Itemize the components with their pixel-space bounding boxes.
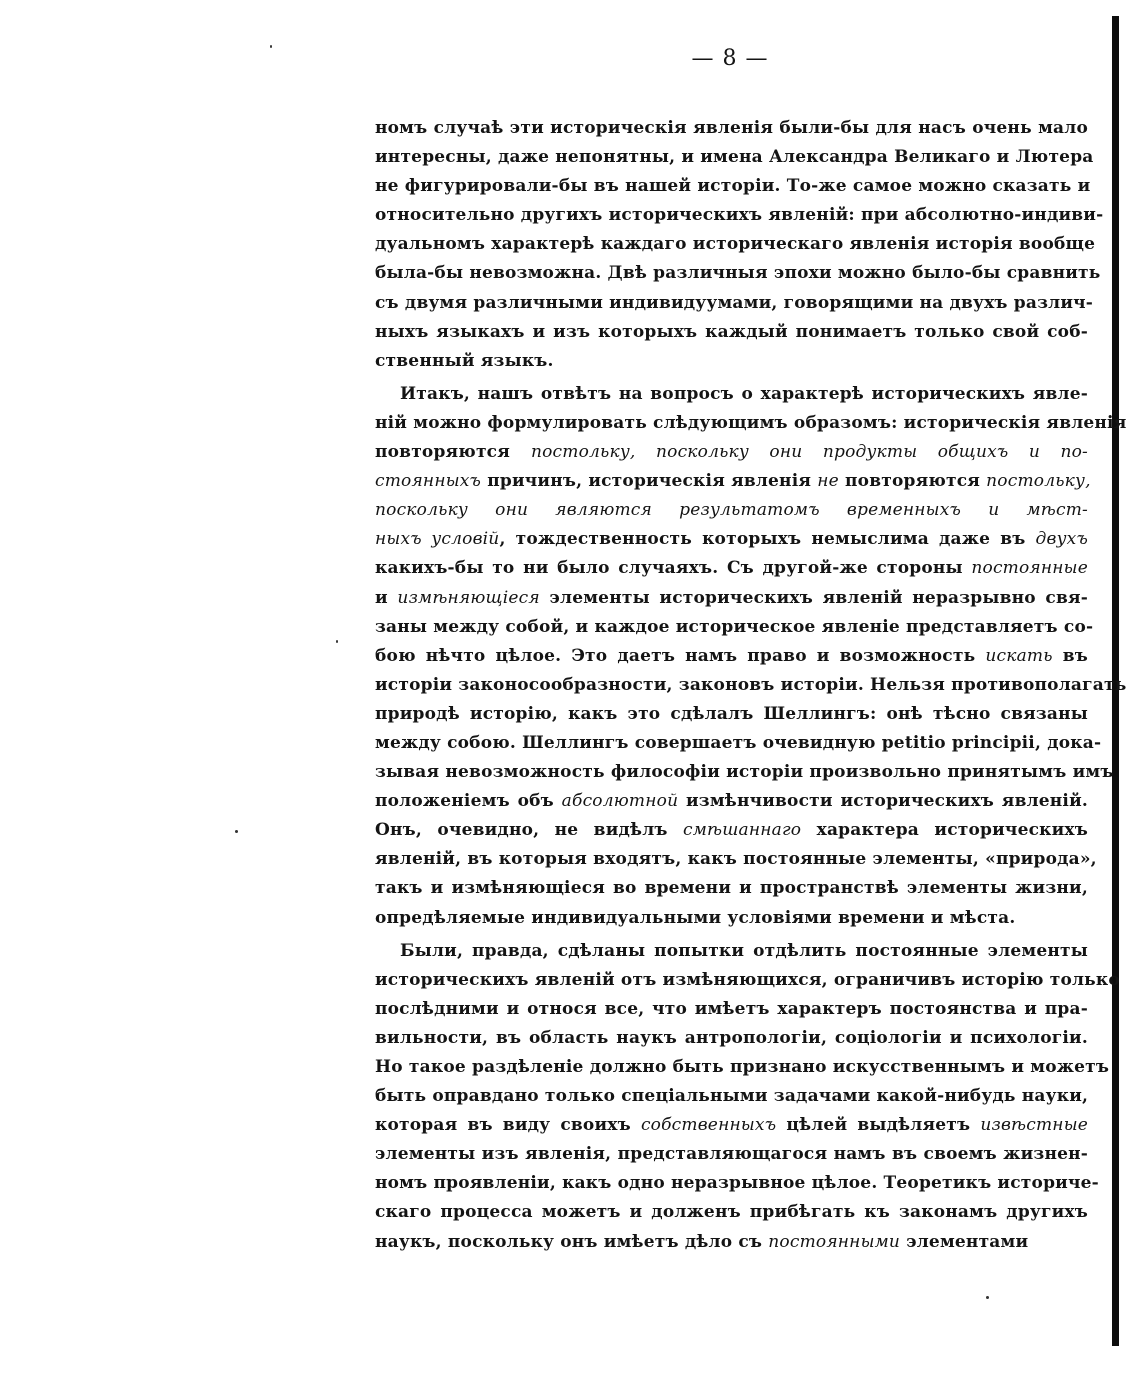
text-run: историческихъ явленій отъ измѣняющихся, ограничивъ исторію только [375, 969, 1120, 990]
text-run: заны между собой, и каждое историческое явленіе представляетъ со- [375, 616, 1094, 637]
text-line [375, 172, 1091, 201]
text-run: послѣдними и относя все, что имѣетъ характеръ постоянства и пра- [375, 998, 1088, 1019]
text-line [375, 816, 1088, 845]
text-line [375, 700, 1088, 729]
text-run: элементы изъ явленія, представляющагося намъ въ своемъ жизнен- [375, 1144, 1088, 1165]
text-line [375, 584, 1088, 613]
text-run: элементами [900, 1231, 1029, 1252]
italic-text: постольку, [986, 471, 1091, 492]
italic-text: измѣняющіеся [397, 587, 540, 608]
text-line [375, 230, 1096, 259]
text-run: ственный языкъ. [375, 350, 554, 371]
text-run: цѣлей выдѣляетъ [776, 1115, 981, 1136]
text-line [375, 1169, 1099, 1198]
italic-text: постольку, поскольку они продукты общихъ и по- [530, 442, 1089, 463]
text-line [375, 966, 1120, 995]
text-line [375, 1111, 1088, 1140]
text-run: Были, правда, сдѣланы попытки отдѣлить постоянные элементы [400, 940, 1088, 961]
page-number: — 8 — [691, 46, 769, 71]
scan-speck [986, 1296, 989, 1299]
text-run: повторяются [375, 442, 531, 463]
text-line [375, 787, 1088, 816]
text-line [375, 496, 1088, 525]
text-run: такъ и измѣняющіеся во времени и пространствѣ элементы жизни, [375, 878, 1088, 899]
text-line [375, 1140, 1088, 1169]
italic-text: ныхъ условій [375, 529, 500, 550]
text-line [375, 1024, 1088, 1053]
text-line [375, 525, 1088, 554]
text-line [375, 995, 1088, 1024]
text-run: характера историческихъ [801, 820, 1088, 841]
text-line [375, 642, 1088, 671]
italic-text: смѣшаннаго [683, 820, 802, 841]
body-text [375, 114, 1127, 1257]
text-line [375, 438, 1088, 467]
text-line [375, 1228, 1088, 1257]
text-run: исторіи законосообразности, законовъ исторіи. Нельзя противополагать [375, 674, 1127, 695]
text-line [375, 201, 1104, 230]
text-run: зывая невозможность философіи исторіи произвольно принятымъ имъ [375, 762, 1114, 783]
text-run: положеніемъ объ [375, 791, 562, 812]
text-run: Но такое раздѣленіе должно быть признано искусственнымъ и можетъ [375, 1057, 1110, 1077]
italic-text: извѣстные [980, 1115, 1089, 1136]
italic-text: стоянныхъ [375, 471, 482, 492]
italic-text: постоянные [971, 558, 1088, 579]
text-line [375, 289, 1094, 318]
text-line [375, 114, 1088, 143]
paragraph [375, 114, 1104, 376]
text-run: явленій, въ которыя входятъ, какъ постоянные элементы, «природа», [375, 849, 1097, 870]
text-run: и [375, 587, 398, 608]
text-line [375, 318, 1088, 347]
text-line [375, 874, 1088, 903]
text-run: между собою. Шеллингъ совершаетъ очевидную petitio principii, дока- [375, 732, 1102, 753]
text-line [375, 347, 1088, 376]
text-line [375, 467, 1091, 496]
text-line [375, 671, 1127, 700]
text-run: наукъ, поскольку онъ имѣетъ дѣло съ [375, 1231, 769, 1252]
scan-speck [235, 830, 238, 833]
text-line [375, 409, 1127, 438]
text-line [375, 554, 1088, 583]
text-run: относительно другихъ историческихъ явленій: при абсолютно-индиви- [375, 205, 1104, 226]
text-run: дуальномъ характерѣ каждаго историческаго явленія исторія вообще [375, 234, 1096, 255]
text-run: интересны, даже непонятны, и имена Александра Великаго и Лютера [375, 147, 1094, 168]
text-line [375, 1198, 1088, 1227]
text-run: ныхъ языкахъ и изъ которыхъ каждый понимаетъ только свой соб- [375, 321, 1088, 342]
text-run: номъ случаѣ эти историческія явленія были-бы для насъ очень мало [375, 118, 1088, 138]
text-line [375, 904, 1088, 933]
text-run: , тождественность которыхъ немыслима даже въ [499, 529, 1036, 550]
text-run: измѣнчивости историческихъ явленій. [678, 791, 1089, 812]
text-run: вильности, въ область наукъ антропологіи, соціологіи и психологіи. [375, 1027, 1088, 1048]
text-line [375, 380, 1088, 409]
text-line [375, 1082, 1088, 1111]
italic-text: двухъ [1035, 529, 1088, 550]
text-line [375, 937, 1088, 966]
text-run: какихъ-бы то ни было случаяхъ. Съ другой-же стороны [375, 558, 972, 579]
scan-speck [270, 45, 272, 48]
text-run: причинъ, историческія явленія [481, 471, 818, 492]
paragraph [375, 380, 1127, 933]
text-line [375, 613, 1094, 642]
text-run: номъ проявленіи, какъ одно неразрывное цѣлое. Теоретикъ историче- [375, 1173, 1099, 1194]
italic-text: собственныхъ [640, 1115, 777, 1136]
text-run: элементы историческихъ явленій неразрывно свя- [539, 587, 1088, 608]
text-line [375, 1053, 1110, 1082]
text-run: повторяются [838, 471, 987, 492]
text-run: въ [1052, 645, 1088, 666]
italic-text: абсолютной [561, 791, 679, 812]
text-run: которая въ виду своихъ [375, 1115, 641, 1136]
italic-text: не [817, 471, 839, 492]
text-run: съ двумя различными индивидуумами, говорящими на двухъ различ- [375, 292, 1094, 313]
text-line [375, 259, 1101, 288]
text-run: скаго процесса можетъ и долженъ прибѣгать къ законамъ другихъ [375, 1202, 1088, 1223]
text-line [375, 845, 1097, 874]
text-run: была-бы невозможна. Двѣ различныя эпохи можно было-бы сравнить [375, 263, 1101, 284]
text-run: бою нѣчто цѣлое. Это даетъ намъ право и возможность [375, 645, 986, 666]
text-run: быть оправдано только спеціальными задачами какой-нибудь науки, [375, 1086, 1089, 1107]
paragraph [375, 937, 1120, 1257]
scan-speck [336, 640, 338, 643]
italic-text: поскольку они являются результатомъ временныхъ и мѣст- [375, 500, 1088, 521]
text-line [375, 729, 1102, 758]
text-run: опредѣляемые индивидуальными условіями времени и мѣста. [375, 907, 1016, 928]
italic-text: искать [985, 645, 1053, 666]
italic-text: постоянными [768, 1231, 901, 1252]
text-run: Онъ, очевидно, не видѣлъ [375, 820, 684, 841]
text-line [375, 143, 1094, 172]
text-run: Итакъ, нашъ отвѣтъ на вопросъ о характерѣ историческихъ явле- [400, 383, 1088, 404]
text-run: ній можно формулировать слѣдующимъ образомъ: историческія явленія [375, 412, 1127, 433]
text-run: природѣ исторію, какъ это сдѣлалъ Шеллингъ: онѣ тѣсно связаны [375, 703, 1088, 724]
text-run: не фигурировали-бы въ нашей исторіи. То-же самое можно сказать и [375, 176, 1091, 197]
text-line [375, 758, 1114, 787]
